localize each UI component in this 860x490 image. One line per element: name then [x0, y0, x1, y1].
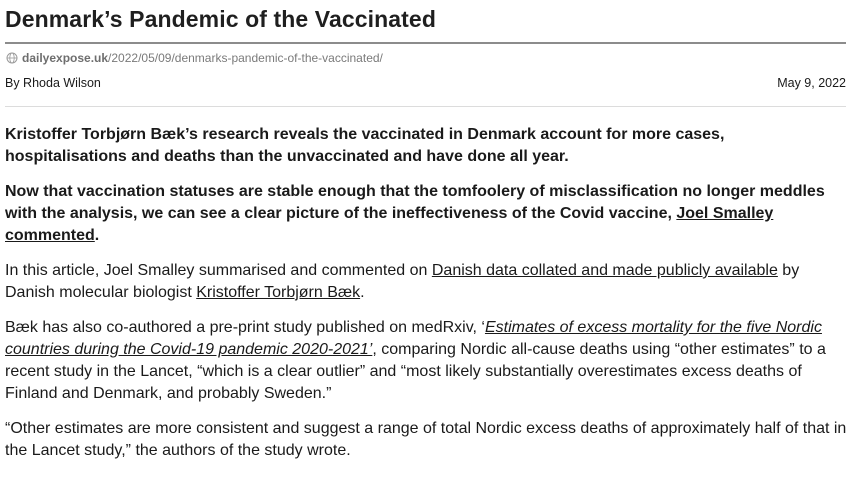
lead-paragraph-1: Kristoffer Torbjørn Bæk’s research reveals the vaccinated in Denmark account for more cases, hospitalisations and deaths than the unvaccinated and have done all year.	[5, 126, 725, 165]
article-body	[5, 124, 850, 475]
globe-icon	[6, 52, 18, 64]
paragraph-text: In this article, Joel Smalley summarised and commented on	[5, 262, 432, 279]
body-paragraph-3: “Other estimates are more consistent and suggest a range of total Nordic excess deaths of approximately half of that in the Lancet study,” the authors of the study wrote.	[5, 420, 847, 459]
danish-data-link[interactable]: Danish data collated and made publicly available	[431, 262, 778, 279]
lead-paragraph-2	[5, 181, 850, 247]
paragraph-text: Now that vaccination statuses are stable enough that the tomfoolery of misclassification no longer meddles with the analysis, we can see a clear picture of the ineffectiveness of the Covid vaccine,	[5, 183, 825, 222]
paragraph-text: Bæk has also co-authored a pre-print study published on medRxiv, ‘	[5, 319, 485, 336]
article-title: Denmark’s Pandemic of the Vaccinated	[5, 6, 436, 32]
paragraph-text: .	[360, 284, 365, 301]
author: By Rhoda Wilson	[5, 76, 101, 90]
source-line	[6, 51, 383, 65]
source-path: /2022/05/09/denmarks-pandemic-of-the-vaccinated/	[108, 51, 383, 65]
publish-date: May 9, 2022	[777, 76, 846, 90]
kristoffer-baek-link[interactable]: Kristoffer Torbjørn Bæk	[196, 284, 361, 301]
title-divider	[5, 42, 846, 44]
paragraph-text: by Danish molecular biologist	[5, 262, 800, 301]
paragraph-text: .	[94, 227, 100, 244]
source-link[interactable]	[22, 51, 383, 65]
byline-row	[5, 76, 846, 90]
study-link[interactable]: Estimates of excess mortality for the five Nordic countries during the Covid-19 pandemic 2020-2021’	[5, 319, 822, 358]
body-paragraph-1	[5, 260, 850, 304]
paragraph-text: , comparing Nordic all-cause deaths using “other estimates” to a recent study in the Lancet, “which is a clear outlier” and “most likely substantially overestimates excess deaths of Finland and Denmark, and probably Sweden.”	[5, 341, 826, 402]
joel-smalley-link[interactable]: Joel Smalley commented	[5, 205, 774, 244]
byline-divider	[5, 106, 846, 107]
body-paragraph-2	[5, 317, 850, 405]
source-domain: dailyexpose.uk	[22, 51, 109, 65]
